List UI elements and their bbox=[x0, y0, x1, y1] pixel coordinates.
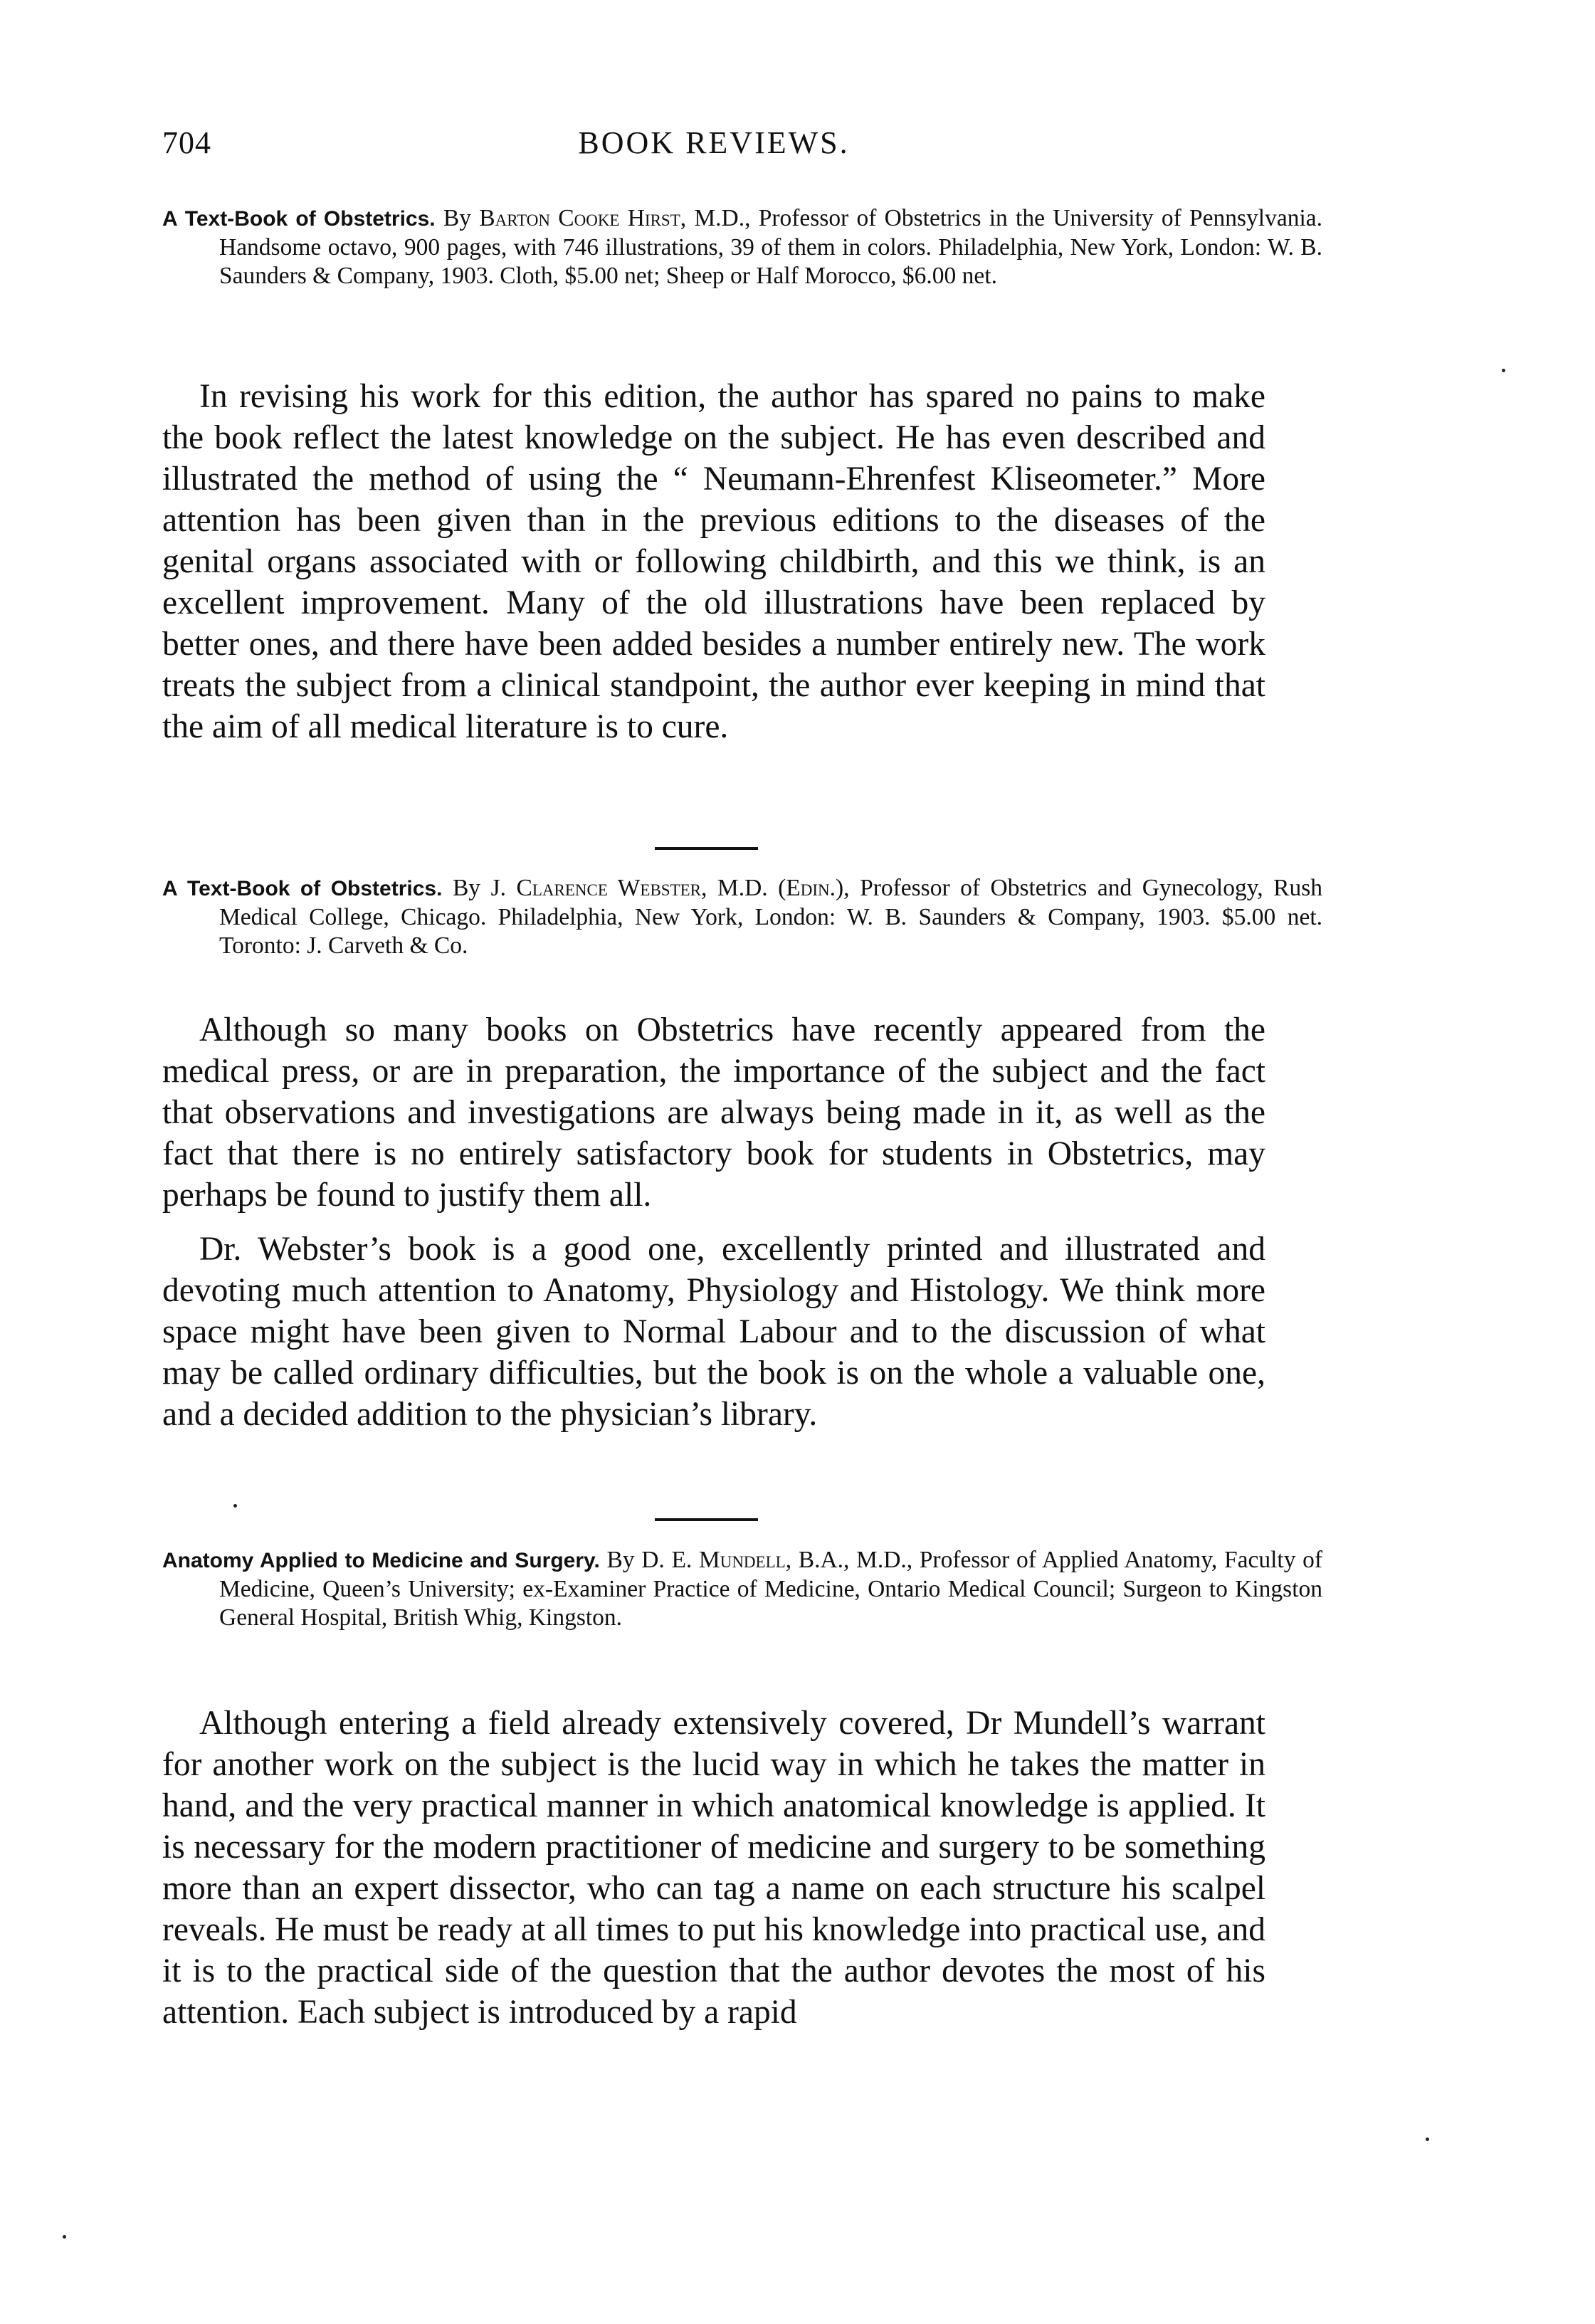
review-2-bibliography bbox=[162, 874, 1322, 960]
review-3-by: By bbox=[606, 1547, 635, 1573]
review-1-details: Professor of Obstetrics in the University of Pennsylvania. Handsome octavo, 900 pages, with 746 illustrations, 39 of them in colors. Philadelphia, New York, London: W. B. Saunders & Company, 1903. Cloth, $5.00 net; Sheep or Half Morocco, $6.00 net. bbox=[219, 205, 1323, 289]
scan-speck bbox=[233, 1504, 237, 1508]
scan-speck bbox=[63, 2235, 66, 2239]
review-1-by: By bbox=[443, 205, 471, 231]
running-title: BOOK REVIEWS. bbox=[578, 125, 850, 160]
review-1-paragraph-1: In revising his work for this edition, the author has spared no pains to make the book reflect the latest knowledge on the subject. He has even described and illustrated the method of using the “ Neumann-Ehrenfest Kliseometer.” More attention has been given than in the previous editions to the diseases of the genital organs associated with or following childbirth, and this we think, is an excellent improvement. Many of the old illustrations have been replaced by better ones, and there have been added besides a number entirely new. The work treats the subject from a clinical standpoint, the author ever keeping in mind that the aim of all medical literature is to cure. bbox=[162, 378, 1265, 745]
page-header bbox=[162, 125, 1265, 167]
review-2-by: By bbox=[452, 875, 481, 901]
review-2-details: Professor of Obstetrics and Gynecology, Rush Medical College, Chicago. Philadelphia, New York, London: W. B. Saunders & Company, 1903. $5.00 net. Toronto: J. Carveth & Co. bbox=[219, 875, 1323, 959]
review-1-bibliography bbox=[162, 204, 1322, 290]
review-3-author: D. E. Mundell, B.A., M.D., bbox=[641, 1547, 913, 1573]
scan-speck bbox=[1502, 369, 1505, 372]
section-divider bbox=[655, 1518, 758, 1521]
review-2-author: J. Clarence Webster, M.D. (Edin.), bbox=[490, 875, 850, 901]
review-3-paragraph-1: Although entering a field already extensively covered, Dr Mundell’s warrant for another work on the subject is the lucid way in which he takes the matter in hand, and the very practical manner in which anatomical knowledge is applied. It is necessary for the modern practitioner of medicine and surgery to be something more than an expert dissector, who can tag a name on each structure his scalpel reveals. He must be ready at all times to put his knowledge into practical use, and it is to the practical side of the question that the author devotes the most of his attention. Each subject is introduced by a rapid bbox=[162, 1705, 1265, 2031]
review-3-body bbox=[162, 1703, 1265, 2033]
review-2-paragraph-2: Dr. Webster’s book is a good one, excellently printed and illustrated and devoting much attention to Anatomy, Physiology and Histology. We think more space might have been given to Normal Labour and to the discussion of what may be called ordinary difficulties, but the book is on the whole a valuable one, and a decided addition to the physician’s library. bbox=[162, 1231, 1265, 1433]
page-number: 704 bbox=[162, 125, 211, 160]
review-1-book-title: A Text-Book of Obstetrics. bbox=[162, 207, 436, 231]
section-divider bbox=[655, 847, 758, 850]
review-2-paragraph-1: Although so many books on Obstetrics have recently appeared from the medical press, or are in preparation, the importance of the subject and the fact that observations and investigations are always being made in it, as well as the fact that there is no entirely satisfactory book for students in Obstetrics, may perhaps be found to justify them all. bbox=[162, 1011, 1265, 1214]
review-1-author: Barton Cooke Hirst, M.D., bbox=[479, 205, 751, 231]
review-3-details: Professor of Applied Anatomy, Faculty of Medicine, Queen’s University; ex-Examiner Practice of Medicine, Ontario Medical Council; Surgeon to Kingston General Hospital, British Whig, Kingston. bbox=[219, 1547, 1322, 1631]
review-2-body bbox=[162, 1009, 1265, 1435]
review-3-book-title: Anatomy Applied to Medicine and Surgery. bbox=[162, 1549, 600, 1572]
scan-speck bbox=[1426, 2138, 1429, 2141]
review-3-bibliography bbox=[162, 1546, 1322, 1632]
review-2-book-title: A Text-Book of Obstetrics. bbox=[162, 877, 443, 900]
review-1-body bbox=[162, 376, 1265, 747]
